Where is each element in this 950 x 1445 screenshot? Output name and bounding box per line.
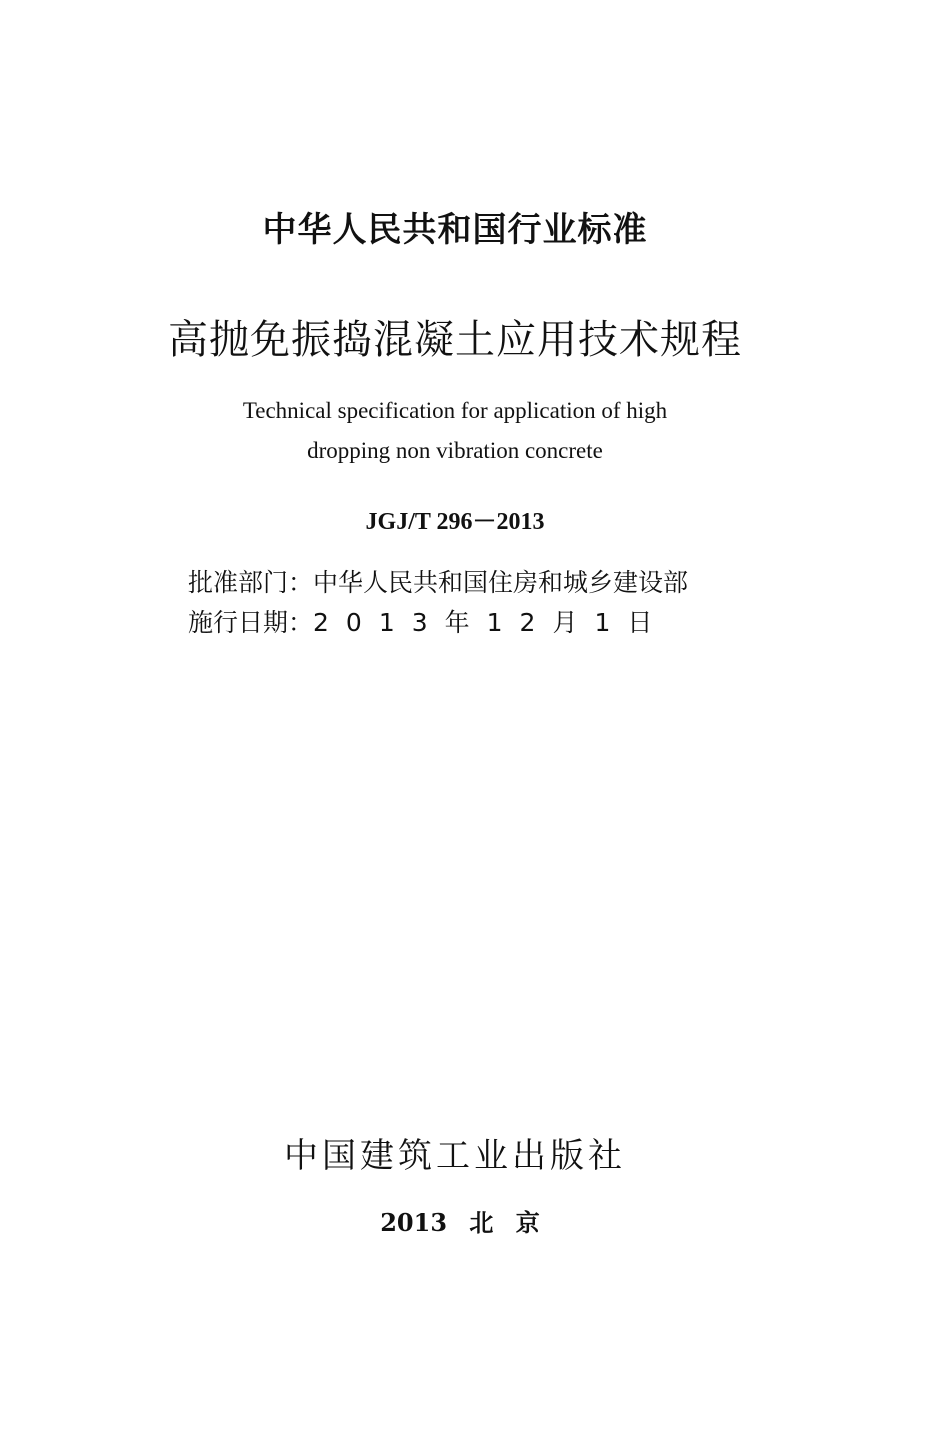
effective-date-value: 2013年12月1日 [313, 608, 670, 637]
document-title-english-line-1: Technical specification for application of high [242, 398, 668, 423]
approval-info-block [188, 563, 688, 643]
approval-department-row [188, 563, 688, 603]
standard-code: JGJ/T 296－2013 [365, 509, 545, 535]
document-title-chinese: 高抛免振捣混凝土应用技术规程 [168, 317, 742, 363]
effective-date-label: 施行日期： [188, 608, 314, 637]
publication-year-place: 2013 北 京 [380, 1208, 540, 1237]
approval-department-value: 中华人民共和国住房和城乡建设部 [313, 568, 689, 597]
publisher-name: 中国建筑工业出版社 [284, 1136, 626, 1176]
approval-department-label: 批准部门： [188, 568, 314, 597]
document-title-english-line-2: dropping non vibration concrete [307, 438, 603, 463]
standard-category: 中华人民共和国行业标准 [262, 210, 648, 250]
effective-date-row [188, 603, 688, 643]
